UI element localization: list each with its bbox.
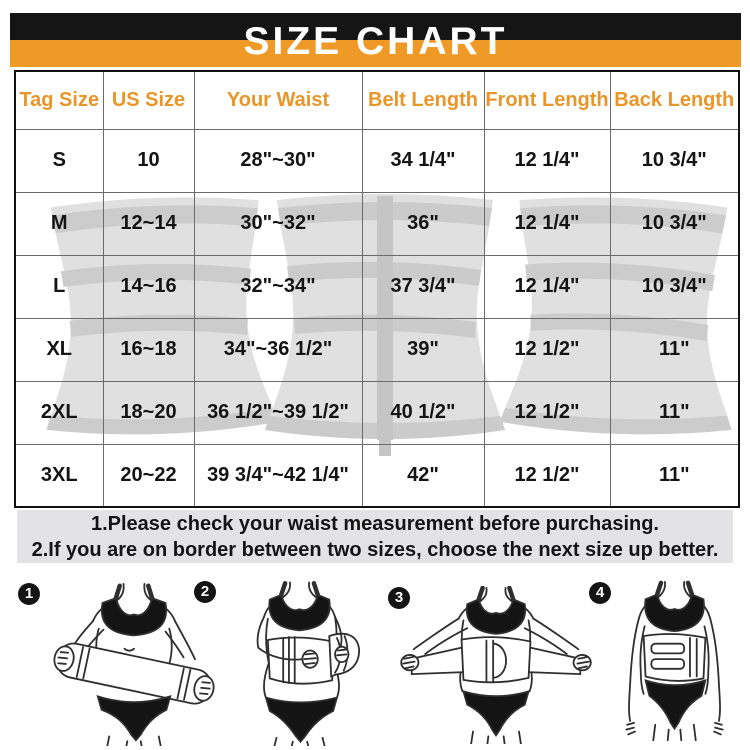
- table-row-3xl: [15, 444, 739, 507]
- cell-front-length: 12 1/4": [484, 255, 610, 318]
- step-4-badge: 4: [589, 582, 611, 604]
- step-3-figure-pull-straps-icon: [398, 586, 594, 744]
- cell-back-length: 10 3/4": [610, 192, 739, 255]
- note-line-2: 2.If you are on border between two sizes, choose the next size up better.: [31, 538, 719, 561]
- cell-us-size: 20~22: [103, 444, 194, 507]
- cell-us-size: 10: [103, 129, 194, 192]
- cell-front-length: 12 1/2": [484, 318, 610, 381]
- step-2-badge: 2: [194, 581, 216, 603]
- cell-belt-length: 34 1/4": [362, 129, 484, 192]
- cell-belt-length: 39": [362, 318, 484, 381]
- table-row-m: [15, 192, 739, 255]
- header-tag-size: Tag Size: [15, 71, 103, 129]
- size-table: [14, 70, 740, 508]
- cell-tag-size: XL: [15, 318, 103, 381]
- cell-your-waist: 36 1/2"~39 1/2": [194, 381, 362, 444]
- cell-front-length: 12 1/4": [484, 129, 610, 192]
- cell-your-waist: 32"~34": [194, 255, 362, 318]
- page-title: SIZE CHART: [243, 20, 508, 63]
- step-2-figure-wrap-belt-icon: [240, 580, 360, 746]
- cell-back-length: 10 3/4": [610, 129, 739, 192]
- cell-us-size: 12~14: [103, 192, 194, 255]
- title-banner: [10, 13, 741, 67]
- notes-box: [17, 510, 733, 563]
- cell-us-size: 16~18: [103, 318, 194, 381]
- cell-tag-size: S: [15, 129, 103, 192]
- cell-tag-size: L: [15, 255, 103, 318]
- step-3-badge: 3: [388, 587, 410, 609]
- note-line-1: 1.Please check your waist measurement before purchasing.: [90, 512, 659, 535]
- cell-belt-length: 40 1/2": [362, 381, 484, 444]
- cell-front-length: 12 1/2": [484, 444, 610, 507]
- cell-your-waist: 34"~36 1/2": [194, 318, 362, 381]
- step-1-figure-hold-belt-icon: [50, 582, 218, 746]
- step-1-badge: 1: [18, 583, 40, 605]
- cell-your-waist: 28"~30": [194, 129, 362, 192]
- cell-your-waist: 30"~32": [194, 192, 362, 255]
- cell-back-length: 11": [610, 318, 739, 381]
- cell-belt-length: 37 3/4": [362, 255, 484, 318]
- table-row-2xl: [15, 381, 739, 444]
- header-belt-length: Belt Length: [362, 71, 484, 129]
- header-front-length: Front Length: [484, 71, 610, 129]
- table-row-xl: [15, 318, 739, 381]
- header-us-size: US Size: [103, 71, 194, 129]
- cell-back-length: 11": [610, 381, 739, 444]
- step-4-figure-finished-icon: [614, 580, 736, 746]
- cell-back-length: 11": [610, 444, 739, 507]
- cell-us-size: 14~16: [103, 255, 194, 318]
- cell-tag-size: 3XL: [15, 444, 103, 507]
- table-row-s: [15, 129, 739, 192]
- cell-tag-size: 2XL: [15, 381, 103, 444]
- cell-belt-length: 42": [362, 444, 484, 507]
- table-row-l: [15, 255, 739, 318]
- size-table-header-row: [15, 71, 739, 129]
- cell-belt-length: 36": [362, 192, 484, 255]
- header-your-waist: Your Waist: [194, 71, 362, 129]
- cell-tag-size: M: [15, 192, 103, 255]
- cell-back-length: 10 3/4": [610, 255, 739, 318]
- cell-front-length: 12 1/2": [484, 381, 610, 444]
- cell-front-length: 12 1/4": [484, 192, 610, 255]
- header-back-length: Back Length: [610, 71, 739, 129]
- cell-us-size: 18~20: [103, 381, 194, 444]
- cell-your-waist: 39 3/4"~42 1/4": [194, 444, 362, 507]
